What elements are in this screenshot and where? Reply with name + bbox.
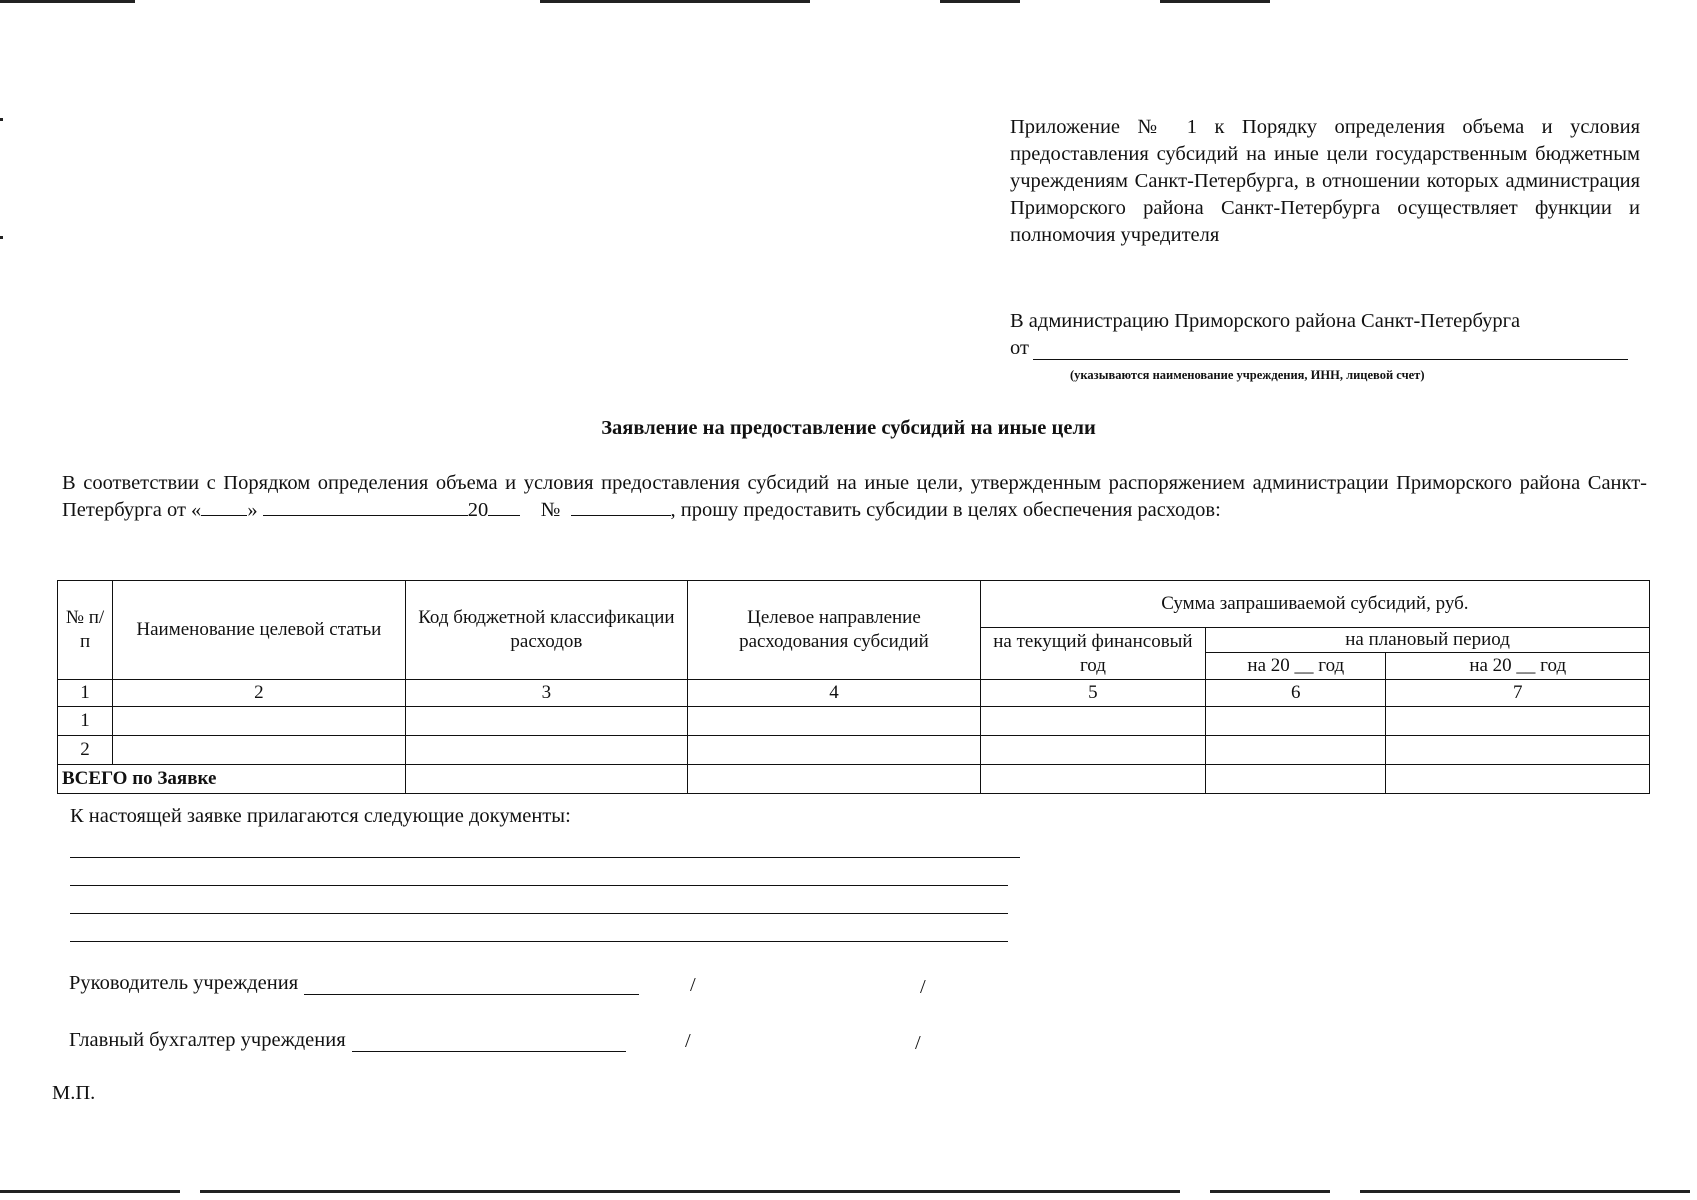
slash: / — [685, 1030, 691, 1052]
header-code: Код бюджетной классификации расходов — [405, 581, 688, 680]
table-cell[interactable] — [980, 736, 1205, 765]
table-cell[interactable] — [405, 736, 688, 765]
header-num: № п/п — [58, 581, 113, 680]
table-cell[interactable] — [1206, 765, 1386, 794]
table-cell[interactable] — [405, 765, 688, 794]
attachment-line[interactable] — [70, 885, 1008, 886]
table-cell[interactable] — [980, 765, 1205, 794]
col-number: 6 — [1206, 680, 1386, 707]
intro-text-2: » — [247, 499, 258, 521]
header-current-year: на текущий финансовый год — [980, 628, 1205, 680]
header-sum: Сумма запрашиваемой субсидий, руб. — [980, 581, 1649, 628]
scan-mark — [0, 118, 3, 121]
attachment-line[interactable] — [70, 857, 1020, 858]
scan-edge-bottom — [0, 1190, 1697, 1198]
table-cell[interactable] — [405, 707, 688, 736]
header-name: Наименование целевой статьи — [113, 581, 406, 680]
attachments-label: К настоящей заявке прилагаются следующие документы: — [70, 805, 571, 827]
table-cell[interactable] — [688, 707, 981, 736]
table-cell[interactable] — [1386, 736, 1650, 765]
table-cell[interactable] — [1206, 736, 1386, 765]
slash: / — [915, 1032, 921, 1054]
number-field[interactable] — [571, 497, 671, 516]
accountant-label: Главный бухгалтер учреждения — [69, 1029, 346, 1051]
intro-text-1: В соответствии с Порядком определения объема и условия предоставления субсидий на иные цели, утвержденным распоряжением администрации Приморского района Санкт-Петербурга от « — [62, 472, 1647, 521]
slash: / — [690, 974, 696, 996]
table-cell[interactable] — [113, 736, 406, 765]
table-cell[interactable] — [113, 707, 406, 736]
total-label: ВСЕГО по Заявке — [58, 765, 406, 794]
year-field[interactable] — [488, 497, 520, 516]
month-field[interactable] — [263, 497, 468, 516]
col-number: 4 — [688, 680, 981, 707]
stamp-place: М.П. — [52, 1082, 96, 1104]
header-year-a: на 20 __ год — [1206, 653, 1386, 680]
attachment-line[interactable] — [70, 913, 1008, 914]
row-num: 2 — [58, 736, 113, 765]
table-cell[interactable] — [1386, 707, 1650, 736]
col-number: 5 — [980, 680, 1205, 707]
table-cell[interactable] — [1386, 765, 1650, 794]
row-num: 1 — [58, 707, 113, 736]
subsidy-table — [57, 580, 1650, 794]
col-number: 2 — [113, 680, 406, 707]
total-row — [58, 765, 1650, 794]
table-cell[interactable] — [1206, 707, 1386, 736]
day-field[interactable] — [201, 497, 247, 516]
accountant-signature-field[interactable] — [352, 1031, 626, 1052]
header-planned: на плановый период — [1206, 628, 1650, 653]
col-number: 3 — [405, 680, 688, 707]
table-row — [58, 707, 1650, 736]
header-year-b: на 20 __ год — [1386, 653, 1650, 680]
intro-text-3: 20 — [467, 499, 489, 521]
col-number: 1 — [58, 680, 113, 707]
addressee-line: В администрацию Приморского района Санкт-Петербурга — [1010, 310, 1521, 332]
appendix-note: Приложение № 1 к Порядку определения объема и условия предоставления субсидий на иные цели государственным бюджетным учреждениям Санкт-Петербурга, в отношении которых администрация Приморского района Санкт-Петербурга осуществляет функции и полномочия учредителя — [1010, 116, 1640, 246]
attachment-line[interactable] — [70, 941, 1008, 942]
table-cell[interactable] — [688, 736, 981, 765]
from-hint: (указываются наименование учреждения, ИНН, лицевой счет) — [1070, 368, 1425, 382]
from-label: от — [1010, 337, 1029, 359]
slash: / — [920, 976, 926, 998]
head-label: Руководитель учреждения — [69, 972, 299, 994]
table-row — [58, 736, 1650, 765]
table-cell[interactable] — [688, 765, 981, 794]
head-signature-field[interactable] — [304, 974, 639, 995]
scan-edge-top — [0, 0, 1697, 4]
scan-mark — [0, 236, 3, 239]
intro-text-4: № — [540, 499, 561, 521]
from-field[interactable] — [1033, 337, 1628, 360]
intro-text-5: , прошу предоставить субсидии в целях обеспечения расходов: — [670, 499, 1221, 521]
head-signature-row — [69, 972, 639, 995]
intro-paragraph — [62, 470, 1647, 524]
col-number: 7 — [1386, 680, 1650, 707]
accountant-signature-row — [69, 1029, 626, 1052]
header-purpose: Целевое направление расходования субсидий — [688, 581, 981, 680]
from-row — [1010, 337, 1628, 360]
document-title: Заявление на предоставление субсидий на иные цели — [601, 417, 1096, 439]
table-cell[interactable] — [980, 707, 1205, 736]
